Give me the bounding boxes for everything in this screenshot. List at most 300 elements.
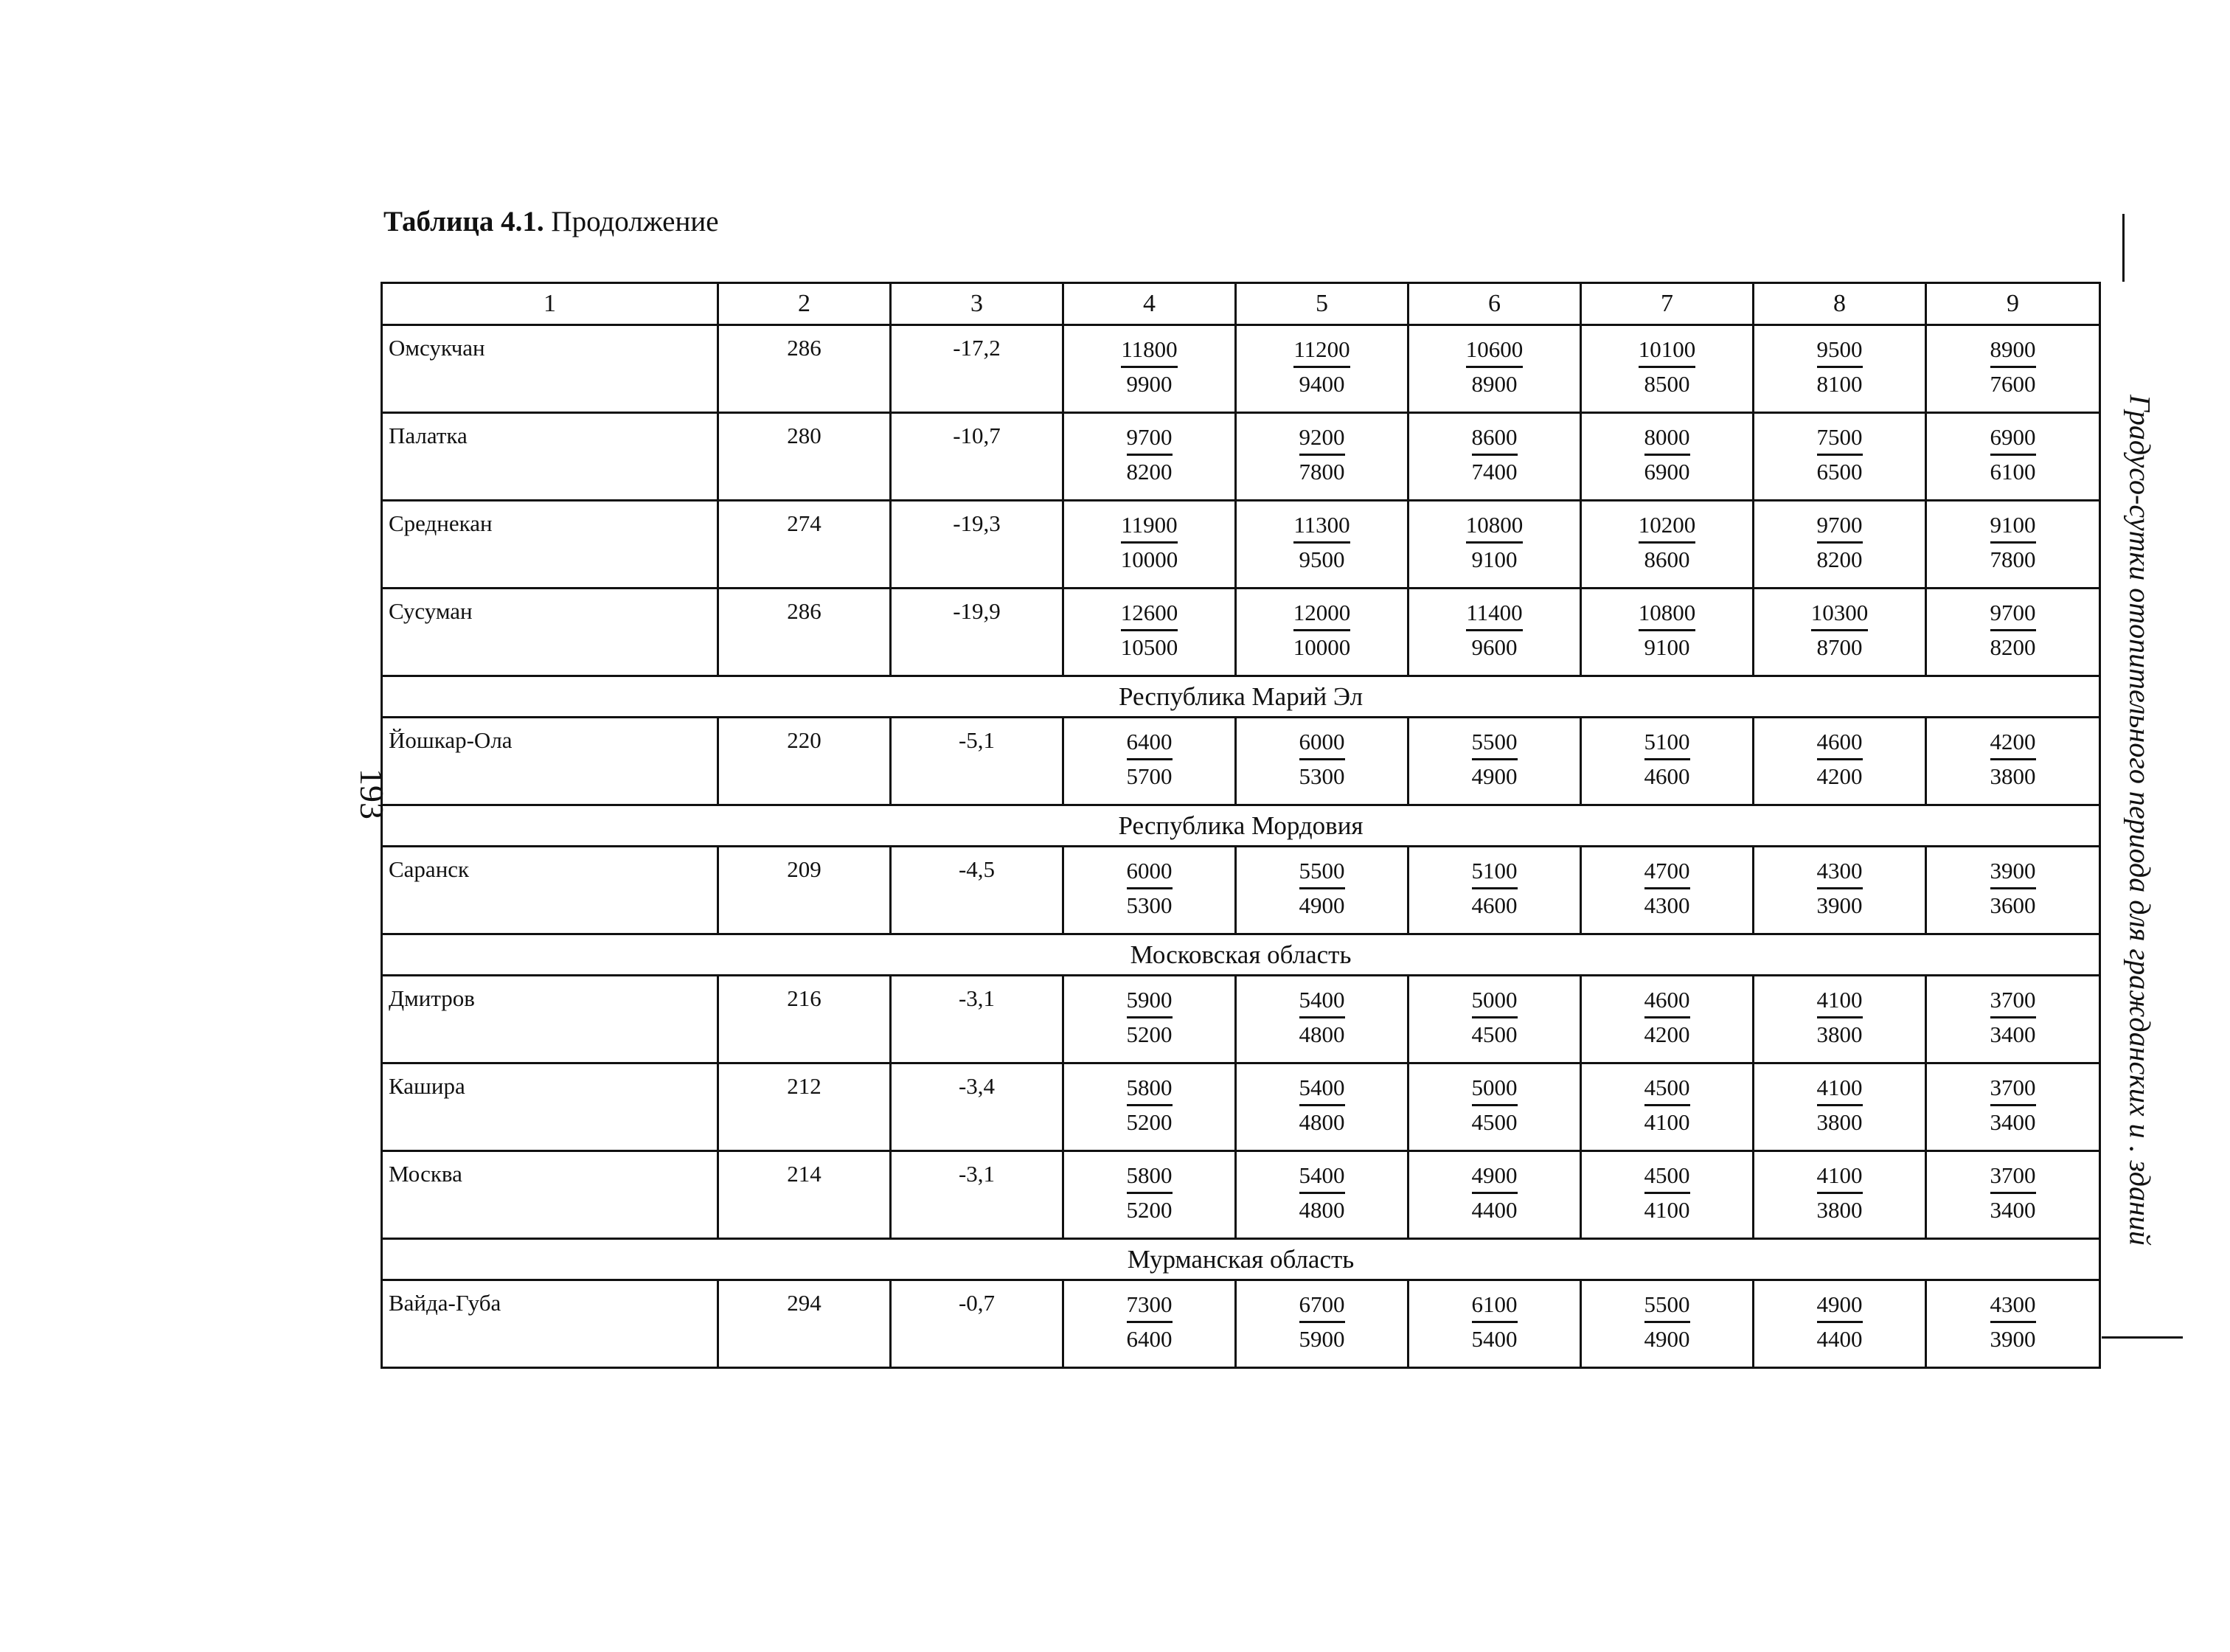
column-header: 3 <box>891 283 1063 325</box>
fraction-denominator: 5900 <box>1299 1326 1345 1352</box>
degree-days-cell <box>1754 976 1926 1063</box>
degree-days-cell <box>1236 501 1408 589</box>
fraction-denominator: 9400 <box>1299 371 1345 397</box>
fraction-value <box>1293 333 1350 400</box>
table-row <box>382 413 2100 501</box>
fraction-denominator: 3900 <box>1990 1326 2036 1352</box>
fraction-value <box>1644 421 1690 488</box>
mean-temperature: -19,9 <box>891 589 1063 676</box>
degree-days-cell <box>1581 847 1754 934</box>
fraction-numerator: 6700 <box>1299 1288 1345 1323</box>
region-row <box>382 934 2100 976</box>
region-row <box>382 1239 2100 1280</box>
fraction-denominator: 5200 <box>1126 1021 1173 1047</box>
fraction-value <box>1299 726 1345 793</box>
fraction-numerator: 4500 <box>1644 1072 1690 1106</box>
fraction-value <box>1127 855 1173 922</box>
degree-days-cell <box>1236 1280 1408 1368</box>
fraction-numerator: 4600 <box>1644 984 1690 1018</box>
degree-days-cell <box>1236 976 1408 1063</box>
fraction-numerator: 4200 <box>1990 726 2036 760</box>
fraction-value <box>1472 855 1518 922</box>
fraction-numerator: 4300 <box>1817 855 1863 889</box>
city-name: Саранск <box>382 847 718 934</box>
fraction-numerator: 7500 <box>1817 421 1863 456</box>
fraction-value <box>1817 855 1863 922</box>
fraction-numerator: 5800 <box>1127 1072 1173 1106</box>
mean-temperature: -17,2 <box>891 325 1063 413</box>
city-name: Йошкар-Ола <box>382 718 718 805</box>
fraction-numerator: 4900 <box>1472 1159 1518 1194</box>
table-body <box>382 283 2100 1368</box>
fraction-denominator: 4900 <box>1644 1326 1690 1352</box>
fraction-denominator: 8200 <box>1126 459 1173 485</box>
heating-period-days: 294 <box>718 1280 891 1368</box>
fraction-value <box>1644 1288 1690 1356</box>
fraction-value <box>1127 726 1173 793</box>
fraction-numerator: 12600 <box>1121 597 1178 631</box>
fraction-numerator: 5400 <box>1299 1159 1345 1194</box>
column-header: 5 <box>1236 283 1408 325</box>
fraction-denominator: 3900 <box>1816 892 1863 918</box>
fraction-value <box>1817 333 1863 400</box>
degree-days-cell <box>1063 718 1236 805</box>
fraction-value <box>1466 333 1524 400</box>
fraction-value <box>1990 333 2036 400</box>
table-row <box>382 1063 2100 1151</box>
heating-period-days: 286 <box>718 325 891 413</box>
fraction-value <box>1817 1159 1863 1226</box>
degree-days-cell <box>1408 1151 1581 1239</box>
fraction-denominator: 9100 <box>1471 546 1518 572</box>
fraction-value <box>1472 421 1518 488</box>
table-row <box>382 501 2100 589</box>
fraction-denominator: 4900 <box>1299 892 1345 918</box>
fraction-value <box>1127 984 1173 1051</box>
mean-temperature: -0,7 <box>891 1280 1063 1368</box>
table-row <box>382 1280 2100 1368</box>
degree-days-cell <box>1408 1280 1581 1368</box>
fraction-denominator: 8700 <box>1816 634 1863 660</box>
degree-days-cell <box>1236 1151 1408 1239</box>
fraction-numerator: 10600 <box>1466 333 1524 368</box>
city-name: Омсукчан <box>382 325 718 413</box>
mean-temperature: -3,4 <box>891 1063 1063 1151</box>
city-name: Дмитров <box>382 976 718 1063</box>
column-header: 7 <box>1581 283 1754 325</box>
fraction-denominator: 10000 <box>1120 546 1178 572</box>
fraction-value <box>1644 1072 1690 1139</box>
degree-days-cell <box>1581 718 1754 805</box>
fraction-denominator: 7800 <box>1990 546 2036 572</box>
fraction-denominator: 5700 <box>1126 763 1173 789</box>
fraction-numerator: 9200 <box>1299 421 1345 456</box>
fraction-value <box>1472 984 1518 1051</box>
fraction-numerator: 10100 <box>1639 333 1696 368</box>
fraction-value <box>1817 984 1863 1051</box>
fraction-value <box>1127 421 1173 488</box>
fraction-numerator: 5100 <box>1644 726 1690 760</box>
fraction-value <box>1299 421 1345 488</box>
fraction-value <box>1472 1288 1518 1356</box>
degree-days-cell <box>1926 1280 2100 1368</box>
fraction-denominator: 6500 <box>1816 459 1863 485</box>
fraction-numerator: 11400 <box>1466 597 1522 631</box>
degree-days-cell <box>1581 589 1754 676</box>
fraction-value <box>1299 1159 1345 1226</box>
degree-days-cell <box>1926 325 2100 413</box>
table-row <box>382 847 2100 934</box>
table-row <box>382 718 2100 805</box>
fraction-value <box>1121 333 1177 400</box>
mean-temperature: -5,1 <box>891 718 1063 805</box>
city-name: Кашира <box>382 1063 718 1151</box>
fraction-numerator: 5500 <box>1644 1288 1690 1323</box>
fraction-denominator: 4800 <box>1299 1109 1345 1135</box>
heating-period-days: 274 <box>718 501 891 589</box>
fraction-value <box>1472 1159 1518 1226</box>
fraction-denominator: 3800 <box>1816 1021 1863 1047</box>
fraction-denominator: 5200 <box>1126 1109 1173 1135</box>
fraction-numerator: 4100 <box>1817 1072 1863 1106</box>
fraction-denominator: 4600 <box>1644 763 1690 789</box>
degree-days-cell <box>1926 847 2100 934</box>
degree-days-cell <box>1754 325 1926 413</box>
degree-days-cell <box>1581 413 1754 501</box>
fraction-numerator: 5500 <box>1472 726 1518 760</box>
degree-days-cell <box>1063 589 1236 676</box>
region-row <box>382 676 2100 718</box>
degree-days-cell <box>1926 413 2100 501</box>
degree-days-cell <box>1926 1151 2100 1239</box>
fraction-denominator: 3400 <box>1990 1109 2036 1135</box>
fraction-value <box>1644 984 1690 1051</box>
fraction-denominator: 3800 <box>1816 1109 1863 1135</box>
degree-days-cell <box>1754 847 1926 934</box>
region-name: Республика Марий Эл <box>382 676 2100 718</box>
fraction-value <box>1990 984 2036 1051</box>
fraction-denominator: 3400 <box>1990 1197 2036 1223</box>
table-caption <box>383 205 719 238</box>
fraction-numerator: 4100 <box>1817 984 1863 1018</box>
degree-days-cell <box>1236 1063 1408 1151</box>
fraction-denominator: 5300 <box>1126 892 1173 918</box>
fraction-denominator: 8100 <box>1816 371 1863 397</box>
degree-days-cell <box>1408 1063 1581 1151</box>
fraction-numerator: 9500 <box>1817 333 1863 368</box>
degree-days-cell <box>1754 1063 1926 1151</box>
fraction-value <box>1990 1159 2036 1226</box>
degree-days-cell <box>1581 1063 1754 1151</box>
fraction-denominator: 7800 <box>1299 459 1345 485</box>
fraction-value <box>1644 1159 1690 1226</box>
fraction-numerator: 5500 <box>1299 855 1345 889</box>
degree-days-cell <box>1063 1063 1236 1151</box>
degree-days-cell <box>1926 589 2100 676</box>
fraction-numerator: 6000 <box>1127 855 1173 889</box>
degree-days-cell <box>1236 413 1408 501</box>
fraction-denominator: 4500 <box>1471 1021 1518 1047</box>
city-name: Сусуман <box>382 589 718 676</box>
fraction-value <box>1299 984 1345 1051</box>
fraction-denominator: 6400 <box>1126 1326 1173 1352</box>
column-header: 2 <box>718 283 891 325</box>
degree-days-cell <box>1581 976 1754 1063</box>
running-title-rule-bottom <box>2102 1336 2183 1339</box>
fraction-numerator: 11300 <box>1293 509 1350 544</box>
fraction-numerator: 4100 <box>1817 1159 1863 1194</box>
fraction-value <box>1817 509 1863 576</box>
fraction-numerator: 8600 <box>1472 421 1518 456</box>
mean-temperature: -3,1 <box>891 1151 1063 1239</box>
fraction-value <box>1293 509 1350 576</box>
fraction-denominator: 4800 <box>1299 1197 1345 1223</box>
city-name: Палатка <box>382 413 718 501</box>
fraction-denominator: 6900 <box>1644 459 1690 485</box>
fraction-numerator: 3900 <box>1990 855 2036 889</box>
degree-days-cell <box>1581 1280 1754 1368</box>
fraction-value <box>1466 509 1524 576</box>
fraction-denominator: 5200 <box>1126 1197 1173 1223</box>
fraction-numerator: 3700 <box>1990 984 2036 1018</box>
degree-days-cell <box>1063 1280 1236 1368</box>
fraction-value <box>1990 421 2036 488</box>
fraction-numerator: 9100 <box>1990 509 2036 544</box>
degree-days-cell <box>1063 325 1236 413</box>
degree-days-cell <box>1408 413 1581 501</box>
degree-days-cell <box>1236 847 1408 934</box>
fraction-value <box>1990 1288 2036 1356</box>
fraction-value <box>1472 1072 1518 1139</box>
fraction-denominator: 7400 <box>1471 459 1518 485</box>
fraction-denominator: 9600 <box>1471 634 1518 660</box>
fraction-numerator: 3700 <box>1990 1072 2036 1106</box>
mean-temperature: -10,7 <box>891 413 1063 501</box>
fraction-denominator: 7600 <box>1990 371 2036 397</box>
column-header: 4 <box>1063 283 1236 325</box>
heating-period-days: 220 <box>718 718 891 805</box>
mean-temperature: -19,3 <box>891 501 1063 589</box>
degree-days-cell <box>1926 976 2100 1063</box>
degree-days-cell <box>1063 847 1236 934</box>
fraction-value <box>1299 855 1345 922</box>
fraction-value <box>1121 597 1178 664</box>
fraction-denominator: 3600 <box>1990 892 2036 918</box>
fraction-denominator: 8900 <box>1471 371 1518 397</box>
column-header: 8 <box>1754 283 1926 325</box>
degree-days-cell <box>1063 976 1236 1063</box>
fraction-numerator: 4600 <box>1817 726 1863 760</box>
fraction-numerator: 7300 <box>1127 1288 1173 1323</box>
fraction-numerator: 4900 <box>1817 1288 1863 1323</box>
fraction-numerator: 4500 <box>1644 1159 1690 1194</box>
fraction-numerator: 5400 <box>1299 1072 1345 1106</box>
fraction-numerator: 5900 <box>1127 984 1173 1018</box>
fraction-numerator: 5800 <box>1127 1159 1173 1194</box>
caption-label: Таблица 4.1. <box>383 206 544 237</box>
heating-period-days: 216 <box>718 976 891 1063</box>
degree-days-cell <box>1926 1063 2100 1151</box>
fraction-denominator: 3800 <box>1816 1197 1863 1223</box>
fraction-value <box>1639 597 1696 664</box>
degree-days-cell <box>1408 589 1581 676</box>
degree-days-cell <box>1581 325 1754 413</box>
fraction-denominator: 9500 <box>1299 546 1345 572</box>
fraction-value <box>1990 597 2036 664</box>
degree-days-cell <box>1581 1151 1754 1239</box>
fraction-value <box>1817 421 1863 488</box>
heating-period-days: 209 <box>718 847 891 934</box>
fraction-numerator: 6400 <box>1127 726 1173 760</box>
fraction-denominator: 4600 <box>1471 892 1518 918</box>
degree-days-cell <box>1236 325 1408 413</box>
fraction-numerator: 6100 <box>1472 1288 1518 1323</box>
mean-temperature: -4,5 <box>891 847 1063 934</box>
fraction-numerator: 6000 <box>1299 726 1345 760</box>
fraction-denominator: 9900 <box>1126 371 1173 397</box>
fraction-denominator: 4200 <box>1816 763 1863 789</box>
table-row <box>382 325 2100 413</box>
degree-days-cell <box>1236 589 1408 676</box>
column-header: 1 <box>382 283 718 325</box>
degree-days-cell <box>1926 501 2100 589</box>
fraction-value <box>1990 855 2036 922</box>
degree-days-cell <box>1754 1151 1926 1239</box>
fraction-numerator: 9700 <box>1990 597 2036 631</box>
fraction-value <box>1466 597 1522 664</box>
region-name: Мурманская область <box>382 1239 2100 1280</box>
fraction-denominator: 3400 <box>1990 1021 2036 1047</box>
fraction-numerator: 12000 <box>1293 597 1351 631</box>
fraction-numerator: 5000 <box>1472 984 1518 1018</box>
fraction-value <box>1817 1288 1863 1356</box>
degree-days-cell <box>1754 589 1926 676</box>
degree-days-cell <box>1754 413 1926 501</box>
fraction-numerator: 10800 <box>1466 509 1524 544</box>
fraction-value <box>1990 509 2036 576</box>
degree-days-cell <box>1581 501 1754 589</box>
fraction-denominator: 4400 <box>1816 1326 1863 1352</box>
fraction-denominator: 4300 <box>1644 892 1690 918</box>
fraction-denominator: 4900 <box>1471 763 1518 789</box>
degree-days-cell <box>1408 976 1581 1063</box>
fraction-value <box>1639 509 1696 576</box>
column-number-row <box>382 283 2100 325</box>
mean-temperature: -3,1 <box>891 976 1063 1063</box>
degree-days-cell <box>1754 718 1926 805</box>
fraction-numerator: 9700 <box>1127 421 1173 456</box>
fraction-numerator: 5100 <box>1472 855 1518 889</box>
fraction-value <box>1472 726 1518 793</box>
fraction-numerator: 9700 <box>1817 509 1863 544</box>
fraction-denominator: 4800 <box>1299 1021 1345 1047</box>
degree-days-cell <box>1408 718 1581 805</box>
heating-period-days: 212 <box>718 1063 891 1151</box>
running-title-text: Градусо-сутки отопительного периода для гражданских и . зданий <box>2123 395 2157 1246</box>
fraction-value <box>1990 1072 2036 1139</box>
fraction-value <box>1817 726 1863 793</box>
degree-days-cell <box>1408 847 1581 934</box>
fraction-denominator: 4100 <box>1644 1109 1690 1135</box>
fraction-numerator: 8000 <box>1644 421 1690 456</box>
fraction-denominator: 8200 <box>1816 546 1863 572</box>
fraction-numerator: 4700 <box>1644 855 1690 889</box>
fraction-denominator: 5300 <box>1299 763 1345 789</box>
degree-days-cell <box>1236 718 1408 805</box>
fraction-denominator: 4200 <box>1644 1021 1690 1047</box>
fraction-denominator: 8600 <box>1644 546 1690 572</box>
column-header: 9 <box>1926 283 2100 325</box>
heating-period-days: 214 <box>718 1151 891 1239</box>
fraction-numerator: 6900 <box>1990 421 2036 456</box>
fraction-denominator: 8200 <box>1990 634 2036 660</box>
fraction-denominator: 10500 <box>1120 634 1178 660</box>
fraction-numerator: 11200 <box>1293 333 1350 368</box>
degree-days-cell <box>1063 413 1236 501</box>
fraction-denominator: 4500 <box>1471 1109 1518 1135</box>
table-row <box>382 589 2100 676</box>
fraction-value <box>1127 1288 1173 1356</box>
degree-days-cell <box>1408 501 1581 589</box>
fraction-denominator: 6100 <box>1990 459 2036 485</box>
table-row <box>382 976 2100 1063</box>
fraction-value <box>1644 855 1690 922</box>
heating-period-days: 280 <box>718 413 891 501</box>
fraction-value <box>1817 1072 1863 1139</box>
fraction-value <box>1127 1072 1173 1139</box>
fraction-denominator: 9100 <box>1644 634 1690 660</box>
fraction-numerator: 10800 <box>1639 597 1696 631</box>
fraction-value <box>1127 1159 1173 1226</box>
fraction-denominator: 4400 <box>1471 1197 1518 1223</box>
region-name: Московская область <box>382 934 2100 976</box>
fraction-value <box>1644 726 1690 793</box>
city-name: Вайда-Губа <box>382 1280 718 1368</box>
degree-days-cell <box>1926 718 2100 805</box>
fraction-numerator: 5000 <box>1472 1072 1518 1106</box>
fraction-value <box>1639 333 1696 400</box>
degree-days-cell <box>1754 1280 1926 1368</box>
degree-days-cell <box>1408 325 1581 413</box>
fraction-numerator: 11900 <box>1121 509 1178 544</box>
fraction-numerator: 4300 <box>1990 1288 2036 1323</box>
region-name: Республика Мордовия <box>382 805 2100 847</box>
fraction-numerator: 11800 <box>1121 333 1177 368</box>
fraction-value <box>1293 597 1351 664</box>
column-header: 6 <box>1408 283 1581 325</box>
fraction-value <box>1990 726 2036 793</box>
fraction-numerator: 10200 <box>1639 509 1696 544</box>
fraction-numerator: 3700 <box>1990 1159 2036 1194</box>
heating-period-days: 286 <box>718 589 891 676</box>
fraction-denominator: 8500 <box>1644 371 1690 397</box>
degree-days-cell <box>1063 501 1236 589</box>
fraction-value <box>1299 1288 1345 1356</box>
degree-days-cell <box>1754 501 1926 589</box>
page-number: 193 <box>353 768 391 819</box>
fraction-numerator: 10300 <box>1811 597 1869 631</box>
degree-days-cell <box>1063 1151 1236 1239</box>
caption-continuation: Продолжение <box>543 206 719 237</box>
fraction-denominator: 4100 <box>1644 1197 1690 1223</box>
city-name: Среднекан <box>382 501 718 589</box>
city-name: Москва <box>382 1151 718 1239</box>
fraction-value <box>1811 597 1869 664</box>
fraction-value <box>1121 509 1178 576</box>
fraction-numerator: 8900 <box>1990 333 2036 368</box>
table-row <box>382 1151 2100 1239</box>
fraction-denominator: 10000 <box>1293 634 1351 660</box>
